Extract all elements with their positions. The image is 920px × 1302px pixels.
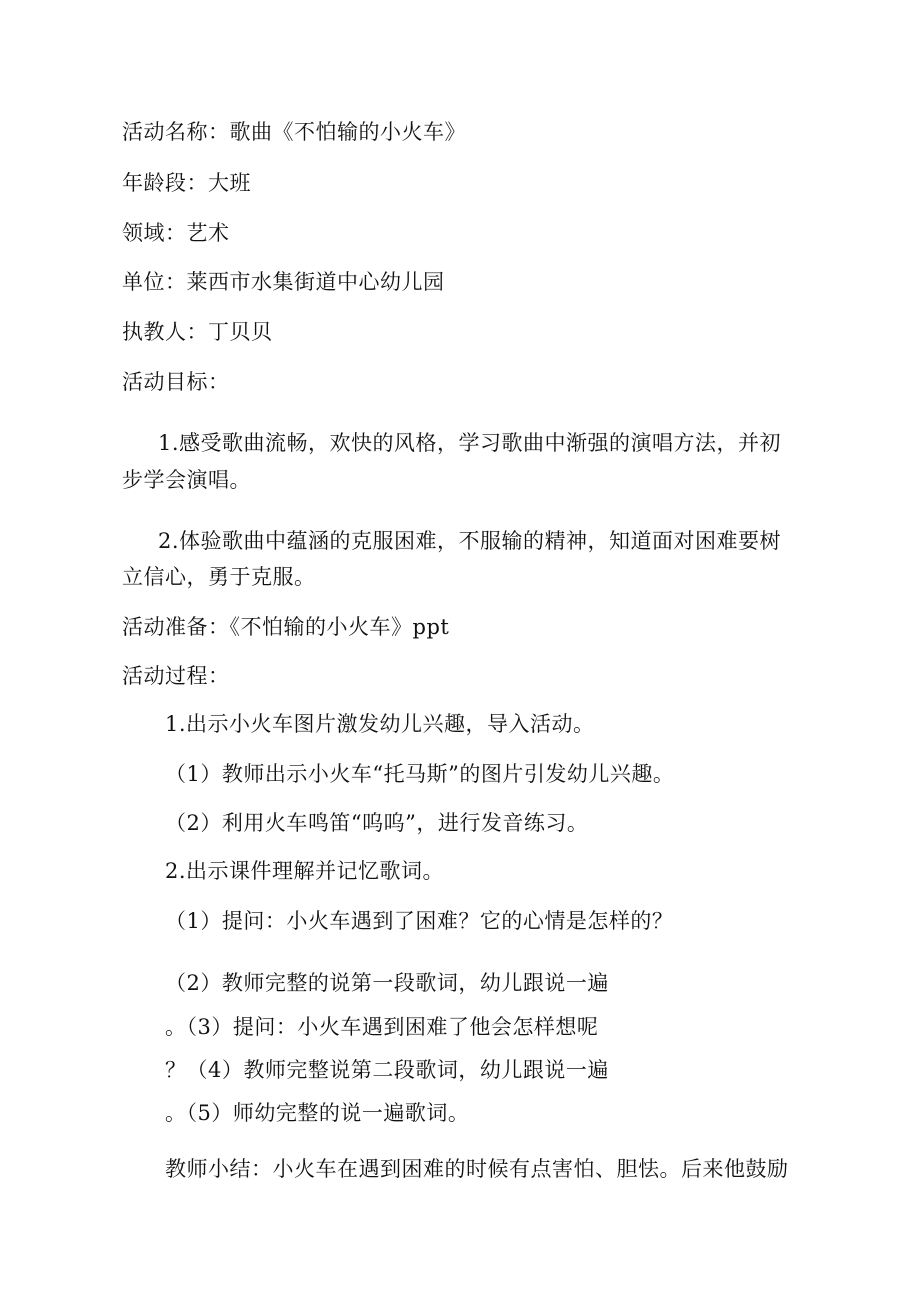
objective-1-line-2: 步学会演唱。	[122, 468, 251, 492]
step-1: 1.出示小火车图片激发幼儿兴趣，导入活动。	[165, 712, 595, 736]
age-group: 年龄段：大班	[122, 171, 251, 195]
domain-field: 领域：艺术	[122, 221, 230, 245]
process-heading: 活动过程：	[122, 664, 230, 688]
objective-2-line-1: 2.体验歌曲中蕴涵的克服困难，不服输的精神，知道面对困难要树	[158, 529, 782, 553]
step-2-item-5: 。（5）师幼完整的说一遍歌词。	[165, 1101, 470, 1125]
activity-name: 活动名称：歌曲《不怕输的小火车》	[122, 120, 466, 144]
step-2-item-4: ？（4）教师完整说第二段歌词，幼儿跟说一遍	[165, 1058, 609, 1082]
teacher-summary: 教师小结：小火车在遇到困难的时候有点害怕、胆怯。后来他鼓励	[165, 1157, 789, 1181]
objective-2-line-2: 立信心，勇于克服。	[122, 565, 316, 589]
step-2-item-2: （2）教师完整的说第一段歌词，幼儿跟说一遍	[165, 971, 609, 995]
step-1-item-2: （2）利用火车鸣笛“呜呜”，进行发音练习。	[165, 811, 589, 835]
objective-1-line-1: 1.感受歌曲流畅，欢快的风格，学习歌曲中渐强的演唱方法，并初	[158, 431, 782, 455]
teacher-field: 执教人：丁贝贝	[122, 320, 273, 344]
step-2: 2.出示课件理解并记忆歌词。	[165, 859, 445, 883]
step-2-item-1: （1）提问：小火车遇到了困难？它的心情是怎样的？	[165, 909, 674, 933]
preparation-field: 活动准备：《不怕输的小火车》ppt	[122, 615, 450, 639]
unit-field: 单位：莱西市水集街道中心幼儿园	[122, 270, 445, 294]
step-2-item-3: 。（3）提问：小火车遇到困难了他会怎样想呢	[165, 1015, 599, 1039]
step-1-item-1: （1）教师出示小火车“托马斯”的图片引发幼儿兴趣。	[165, 762, 675, 786]
objectives-heading: 活动目标：	[122, 370, 230, 394]
